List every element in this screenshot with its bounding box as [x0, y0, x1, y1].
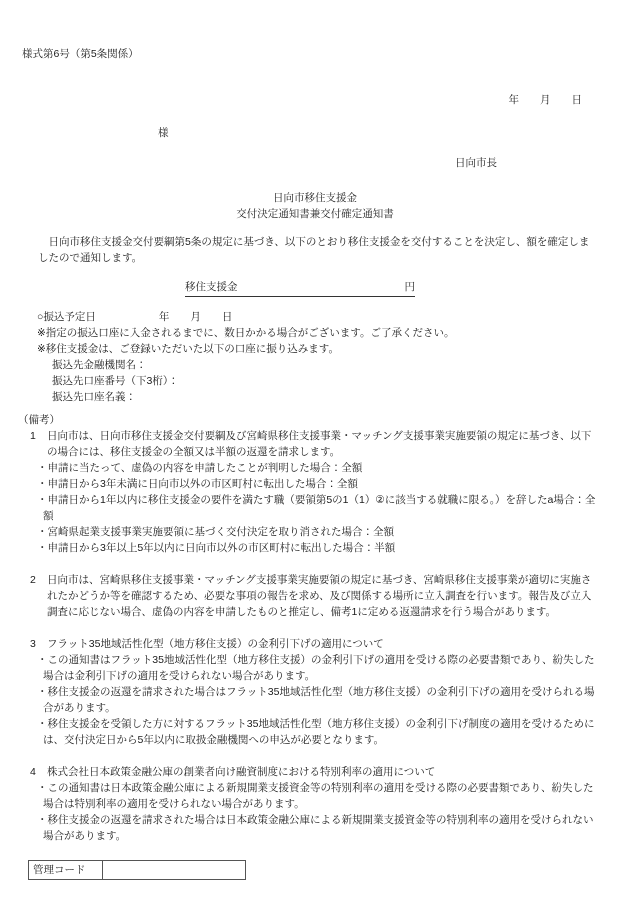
remark-bullet: ・移住支援金を受領した方に対するフラット35地域活性化型（地方移住支援）の金利引下げ制度の適用を受けるためには、交付決定日から5年以内に取扱金融機関への申込が必要となります。 [37, 718, 595, 746]
table-row [29, 861, 246, 880]
transfer-schedule-line: ○振込予定日 年 月 日 [37, 311, 233, 323]
remark-bullet: ・申請に当たって、虚偽の内容を申請したことが判明した場合：全額 [37, 462, 363, 474]
remark-item-3 [30, 636, 600, 748]
amount-unit: 円 [404, 281, 415, 293]
remark-bullet: ・宮崎県起業支援事業実施要領に基づく交付決定を取り消された場合：全額 [37, 526, 394, 538]
remark-text: 株式会社日本政策金融公庫の創業者向け融資制度における特別利率の適用について [47, 766, 436, 778]
remark-bullet: ・この通知書は日本政策金融公庫による新規開業支援資金等の特別利率の適用を受ける際の必要書類であり、紛失した場合は特別利率の適用を受けられない場合があります。 [37, 782, 594, 810]
form-number: 様式第6号（第5条関係） [22, 48, 139, 60]
bank-name-label: 振込先金融機関名： [52, 359, 147, 371]
account-holder-label: 振込先口座名義： [52, 391, 136, 403]
amount-row [0, 279, 630, 297]
amount-field [185, 279, 415, 297]
remark-text: 日向市は、日向市移住支援金交付要綱及び宮崎県移住支援事業・マッチング支援事業実施要領の規定に基づき、以下の場合には、移住支援金の全額又は半額の返還を請求します。 [47, 430, 592, 458]
transfer-section [37, 309, 600, 405]
amount-label: 移住支援金 [185, 281, 238, 293]
remark-number: 2 [30, 574, 36, 586]
sender-title: 日向市長 [455, 157, 497, 169]
remark-item-2 [30, 572, 600, 620]
remark-bullet: ・申請日から1年以内に移住支援金の要件を満たす職（要領第5の1（1）②に該当する就職に限る。）を辞したa場合：全額 [37, 494, 596, 522]
account-number-label: 振込先口座番号（下3桁）： [52, 375, 179, 387]
remark-item-1 [30, 428, 600, 556]
date-line: 年 月 日 [508, 94, 582, 106]
management-code-table [28, 860, 246, 880]
management-code-label: 管理コード [29, 861, 103, 880]
remark-text: 日向市は、宮崎県移住支援事業・マッチング支援事業実施要領の規定に基づき、宮崎県移住支援事業が適切に実施されたかどうか等を確認するため、必要な事項の報告を求め、及び関係する場所に立入調査を行います。報告及び立入調査に応じない場合、虚偽の内容を申請したものと推定し、備考1に定める返還請求を行う場合があります。 [47, 574, 592, 618]
transfer-note-2: ※移住支援金は、ご登録いただいた以下の口座に振り込みます。 [37, 343, 339, 355]
remark-bullet: ・申請日から3年未満に日向市以外の市区町村に転出した場合：全額 [37, 478, 358, 490]
remark-item-4 [30, 764, 600, 844]
remark-bullet: ・移住支援金の返還を請求された場合はフラット35地域活性化型（地方移住支援）の金利引下げの適用を受けられる場合があります。 [37, 686, 595, 714]
remark-bullet: ・移住支援金の返還を請求された場合は日本政策金融公庫による新規開業支援資金等の特別利率の適用を受けられない場合があります。 [37, 814, 594, 842]
remark-number: 4 [30, 766, 36, 778]
remark-bullet: ・この通知書はフラット35地域活性化型（地方移住支援）の金利引下げの適用を受ける際の必要書類であり、紛失した場合は金利引下げの適用を受けられない場合があります。 [37, 654, 595, 682]
remarks-heading: （備考） [18, 414, 60, 426]
remark-number: 3 [30, 638, 36, 650]
document-title [0, 190, 630, 222]
document-title-line1: 日向市移住支援金 [273, 192, 357, 204]
remark-number: 1 [30, 430, 36, 442]
intro-paragraph: 日向市移住支援金交付要綱第5条の規定に基づき、以下のとおり移住支援金を交付することを決定し、額を確定しましたので通知します。 [38, 236, 590, 264]
management-code-value [103, 861, 246, 880]
remark-text: フラット35地域活性化型（地方移住支援）の金利引下げの適用について [47, 638, 384, 650]
remarks-section [0, 412, 600, 844]
remark-bullet: ・申請日から3年以上5年以内に日向市以外の市区町村に転出した場合：半額 [37, 542, 396, 554]
transfer-note-1: ※指定の振込口座に入金されるまでに、数日かかる場合がございます。ご了承ください。 [37, 327, 455, 339]
addressee-honorific: 様 [158, 127, 169, 139]
document-title-line2: 交付決定通知書兼交付確定通知書 [236, 208, 394, 220]
